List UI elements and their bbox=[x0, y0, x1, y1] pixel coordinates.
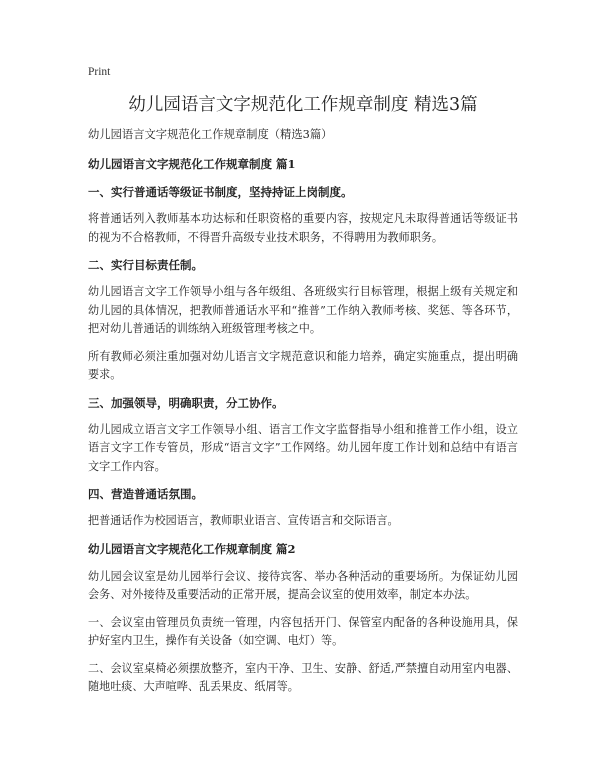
part-heading-2: 幼儿园语言文字规范化工作规章制度 篇2 bbox=[88, 541, 296, 556]
document-page bbox=[88, 64, 518, 706]
paragraph: 二、会议室桌椅必须摆放整齐，室内干净、卫生、安静、舒适,严禁擅自动用室内电器、随地吐痰、大声喧哗、乱丢果皮、纸屑等。 bbox=[88, 661, 518, 693]
section-heading: 二、实行目标责任制。 bbox=[88, 258, 203, 272]
section-heading: 四、营造普通话氛围。 bbox=[88, 487, 203, 501]
part-heading-1: 幼儿园语言文字规范化工作规章制度 篇1 bbox=[88, 157, 296, 171]
section-heading: 三、加强领导，明确职责，分工协作。 bbox=[88, 395, 284, 410]
paragraph: 所有教师必须注重加强对幼儿语言文字规范意识和能力培养，确定实施重点，提出明确要求。 bbox=[88, 349, 518, 381]
section-heading: 一、实行普通话等级证书制度，坚持持证上岗制度。 bbox=[88, 185, 353, 199]
page-title: 幼儿园语言文字规范化工作规章制度 精选3篇 bbox=[128, 95, 478, 115]
paragraph: 幼儿园会议室是幼儿园举行会议、接待宾客、举办各种活动的重要场所。为保证幼儿园会务、对外接待及重要活动的正常开展，提高会议室的使用效率，制定本办法。 bbox=[88, 569, 518, 601]
document-subtitle: 幼儿园语言文字规范化工作规章制度（精选3篇） bbox=[88, 128, 333, 141]
paragraph: 把普通话作为校园语言，教师职业语言、宣传语言和交际语言。 bbox=[88, 514, 399, 527]
paragraph: 一、会议室由管理员负责统一管理，内容包括开门、保管室内配备的各种设施用具，保护好室内卫生，操作有关设备（如空调、电灯）等。 bbox=[88, 615, 518, 647]
print-link[interactable]: Print bbox=[88, 66, 111, 78]
paragraph: 将普通话列入教师基本功达标和任职资格的重要内容，按规定凡未取得普通话等级证书的视为不合格教师，不得晋升高级专业技术职务，不得聘用为教师职务。 bbox=[88, 212, 518, 244]
paragraph: 幼儿园成立语言文字工作领导小组、语言工作文字监督指导小组和推普工作小组，设立语言文字工作专管员，形成“语言文字”工作网络。幼儿园年度工作计划和总结中有语言文字工作内容。 bbox=[88, 422, 518, 473]
paragraph: 幼儿园语言文字工作领导小组与各年级组、各班级实行目标管理，根据上级有关规定和幼儿园的具体情况，把教师普通话水平和“推普”工作纳入教师考核、奖惩、等各环节，把对幼儿普通话的训练纳入班级管理考核之中。 bbox=[88, 285, 518, 335]
